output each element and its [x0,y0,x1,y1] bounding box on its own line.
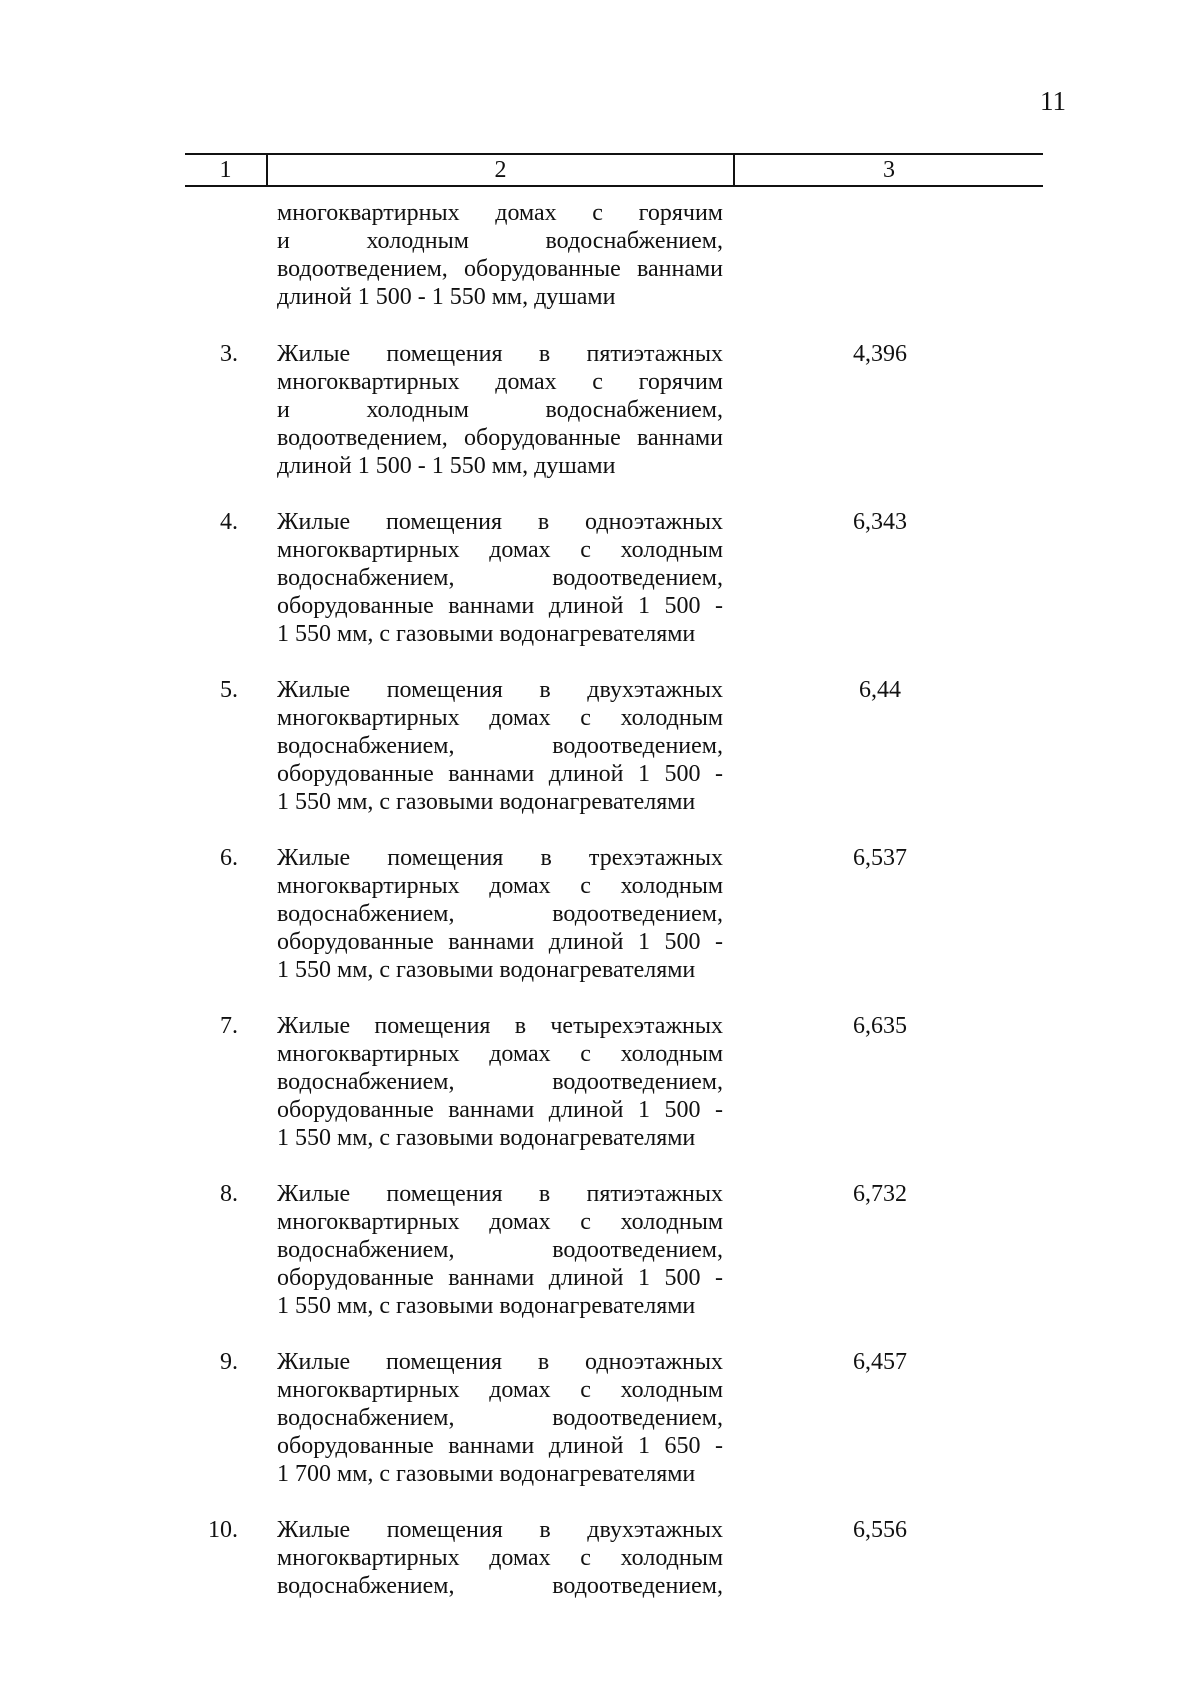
header-col-1: 1 [219,157,232,183]
header-col-2: 2 [494,157,507,183]
row-number: 5. [220,677,238,703]
header-bottom-rule [185,185,1043,187]
description-line: многоквартирных домах с горячим [277,369,723,395]
description-line: многоквартирных домах с холодным [277,1545,723,1571]
description-line: водоснабжением, водоотведением, [277,1237,723,1263]
row-description [277,1348,723,1488]
description-line: водоснабжением, водоотведением, [277,1405,723,1431]
row-description [277,1516,723,1600]
description-line: водоснабжением, водоотведением, [277,565,723,591]
description-line: длиной 1 500 - 1 550 мм, душами [277,284,616,310]
description-line: оборудованные ваннами длиной 1 500 - [277,929,723,955]
row-value: 6,556 [853,1517,907,1543]
row-number: 8. [220,1181,238,1207]
header-top-rule [185,153,1043,155]
description-line: многоквартирных домах с холодным [277,705,723,731]
row-number: 3. [220,341,238,367]
row-description [277,676,723,816]
description-line: водоснабжением, водоотведением, [277,1573,723,1599]
description-line: 1 550 мм, с газовыми водонагревателями [277,957,696,983]
description-line: Жилые помещения в пятиэтажных [277,341,723,367]
description-line: водоснабжением, водоотведением, [277,733,723,759]
description-line: и холодным водоснабжением, [277,397,723,423]
row-value: 6,343 [853,509,907,535]
description-line: многоквартирных домах с холодным [277,873,723,899]
description-line: оборудованные ваннами длиной 1 500 - [277,1097,723,1123]
description-line: 1 550 мм, с газовыми водонагревателями [277,1293,696,1319]
row-description [277,844,723,984]
row-value: 6,537 [853,845,907,871]
row-number: 6. [220,845,238,871]
header-col-3: 3 [883,157,895,183]
description-line: 1 550 мм, с газовыми водонагревателями [277,621,696,647]
row-value: 4,396 [853,341,907,367]
description-line: оборудованные ваннами длиной 1 500 - [277,761,723,787]
row-description [277,508,723,648]
description-line: оборудованные ваннами длиной 1 500 - [277,593,723,619]
row-description [277,340,723,480]
description-line: многоквартирных домах с холодным [277,1377,723,1403]
description-line: Жилые помещения в трехэтажных [277,845,723,871]
row-number: 4. [220,509,238,535]
row-description [277,199,723,311]
description-line: и холодным водоснабжением, [277,228,723,254]
description-line: 1 550 мм, с газовыми водонагревателями [277,789,696,815]
description-line: многоквартирных домах с холодным [277,1209,723,1235]
description-line: 1 700 мм, с газовыми водонагревателями [277,1461,696,1487]
description-line: Жилые помещения в четырехэтажных [277,1013,723,1039]
description-line: оборудованные ваннами длиной 1 500 - [277,1265,723,1291]
description-line: Жилые помещения в пятиэтажных [277,1181,723,1207]
description-line: Жилые помещения в одноэтажных [277,1349,723,1375]
row-number: 9. [220,1349,238,1375]
row-value: 6,44 [859,677,901,703]
description-line: Жилые помещения в одноэтажных [277,509,723,535]
description-line: оборудованные ваннами длиной 1 650 - [277,1433,723,1459]
row-number: 7. [220,1013,238,1039]
row-value: 6,457 [853,1349,907,1375]
table-header [185,153,1043,187]
row-description [277,1180,723,1320]
row-value: 6,635 [853,1013,907,1039]
description-line: водоснабжением, водоотведением, [277,1069,723,1095]
row-number: 10. [208,1517,238,1543]
description-line: Жилые помещения в двухэтажных [277,1517,723,1543]
description-line: многоквартирных домах с горячим [277,200,723,226]
description-line: многоквартирных домах с холодным [277,1041,723,1067]
row-value: 6,732 [853,1181,907,1207]
description-line: Жилые помещения в двухэтажных [277,677,723,703]
page-number: 11 [1040,86,1066,116]
description-line: длиной 1 500 - 1 550 мм, душами [277,453,616,479]
row-description [277,1012,723,1152]
description-line: водоотведением, оборудованные ваннами [277,425,723,451]
description-line: водоснабжением, водоотведением, [277,901,723,927]
description-line: водоотведением, оборудованные ваннами [277,256,723,282]
description-line: 1 550 мм, с газовыми водонагревателями [277,1125,696,1151]
description-line: многоквартирных домах с холодным [277,537,723,563]
